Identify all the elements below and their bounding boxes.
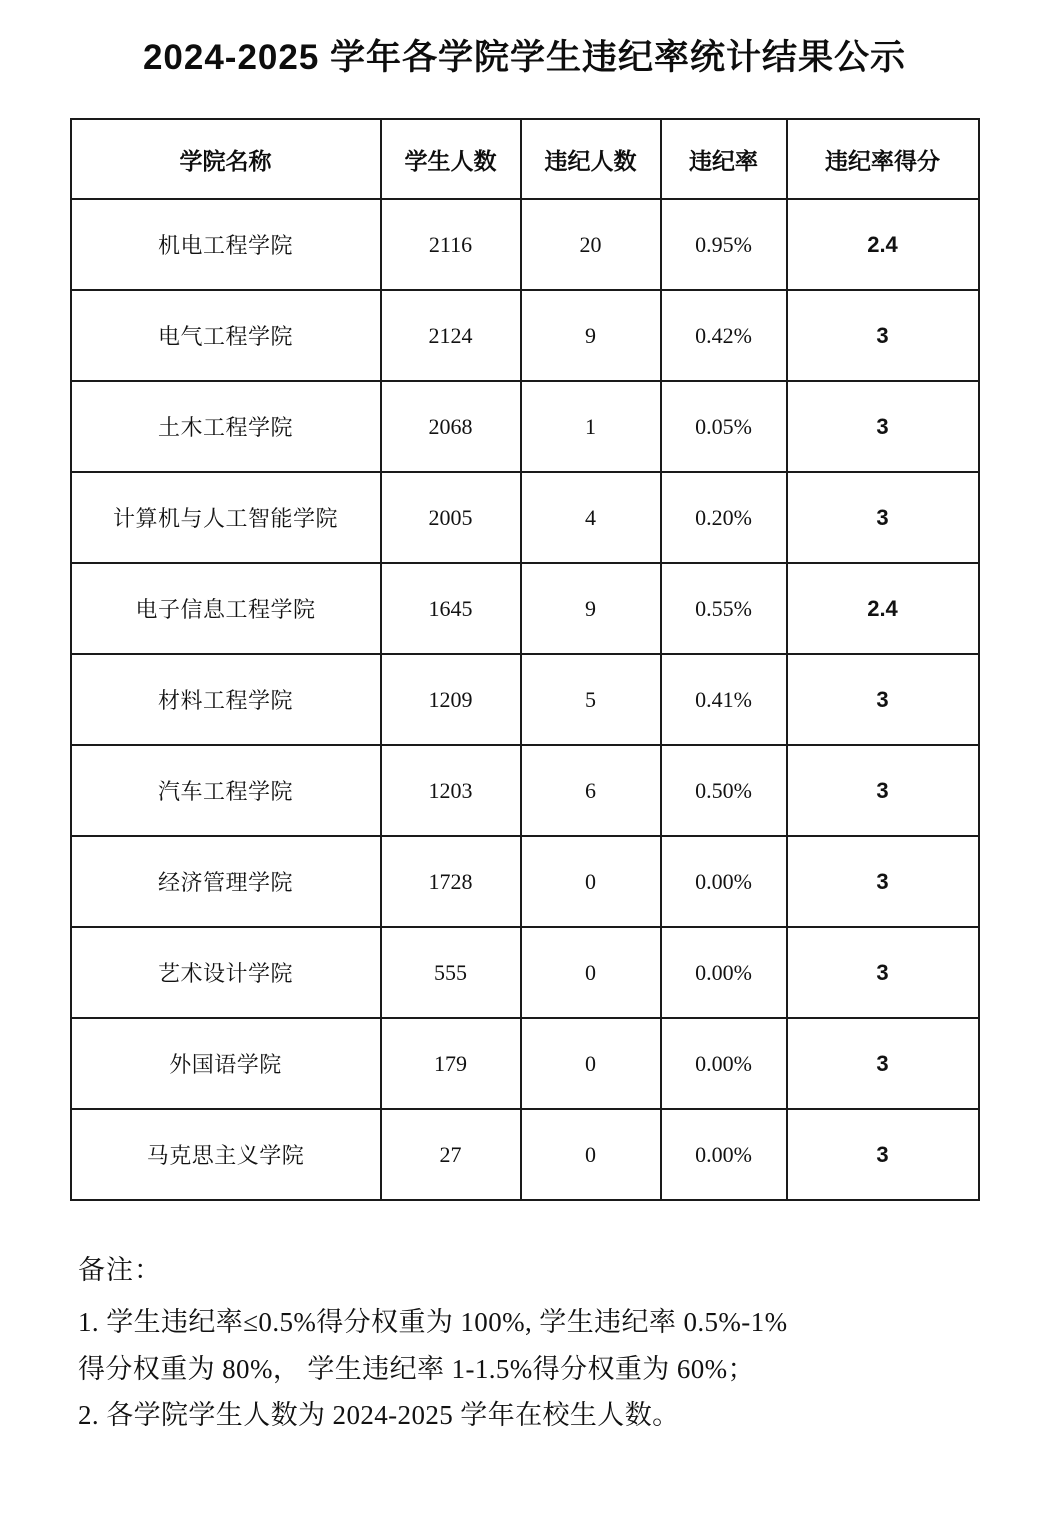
cell-students: 1203 — [381, 745, 521, 836]
cell-violations: 1 — [521, 381, 661, 472]
cell-violations: 9 — [521, 290, 661, 381]
column-header-rate: 违纪率 — [661, 119, 787, 199]
cell-violations: 0 — [521, 836, 661, 927]
table-row — [71, 836, 979, 927]
cell-rate: 0.55% — [661, 563, 787, 654]
cell-violations: 9 — [521, 563, 661, 654]
cell-college: 经济管理学院 — [71, 836, 381, 927]
note-item-2: 2. 各学院学生人数为 2024-2025 学年在校生人数。 — [78, 1400, 680, 1431]
cell-college: 汽车工程学院 — [71, 745, 381, 836]
cell-violations: 20 — [521, 199, 661, 290]
cell-students: 1728 — [381, 836, 521, 927]
cell-violations: 5 — [521, 654, 661, 745]
cell-score: 2.4 — [787, 563, 979, 654]
cell-college: 电子信息工程学院 — [71, 563, 381, 654]
violation-statistics-table — [70, 118, 980, 1201]
cell-rate: 0.00% — [661, 927, 787, 1018]
table-row — [71, 472, 979, 563]
column-header-score: 违纪率得分 — [787, 119, 979, 199]
table-row — [71, 381, 979, 472]
table-row — [71, 1018, 979, 1109]
cell-students: 2116 — [381, 199, 521, 290]
cell-rate: 0.41% — [661, 654, 787, 745]
cell-rate: 0.95% — [661, 199, 787, 290]
cell-students: 555 — [381, 927, 521, 1018]
cell-college: 机电工程学院 — [71, 199, 381, 290]
cell-rate: 0.50% — [661, 745, 787, 836]
cell-rate: 0.00% — [661, 836, 787, 927]
note-item-1-line-2: 得分权重为 80%， 学生违纪率 1-1.5%得分权重为 60%； — [78, 1353, 755, 1384]
table-header-row — [71, 119, 979, 199]
column-header-college: 学院名称 — [71, 119, 381, 199]
cell-rate: 0.20% — [661, 472, 787, 563]
cell-violations: 0 — [521, 1109, 661, 1200]
cell-score: 3 — [787, 472, 979, 563]
notes-section — [0, 1247, 1049, 1439]
document-page — [0, 30, 1049, 1518]
cell-college: 外国语学院 — [71, 1018, 381, 1109]
cell-rate: 0.00% — [661, 1018, 787, 1109]
cell-students: 2005 — [381, 472, 521, 563]
cell-score: 3 — [787, 1109, 979, 1200]
note-item-1-line-1: 1. 学生违纪率≤0.5%得分权重为 100%, 学生违纪率 0.5%-1% — [78, 1307, 788, 1338]
cell-violations: 6 — [521, 745, 661, 836]
cell-college: 电气工程学院 — [71, 290, 381, 381]
cell-rate: 0.00% — [661, 1109, 787, 1200]
cell-violations: 4 — [521, 472, 661, 563]
column-header-students: 学生人数 — [381, 119, 521, 199]
table-row — [71, 290, 979, 381]
cell-rate: 0.42% — [661, 290, 787, 381]
cell-score: 3 — [787, 1018, 979, 1109]
page-title: 2024-2025 学年各学院学生违纪率统计结果公示 — [142, 38, 907, 77]
cell-score: 3 — [787, 927, 979, 1018]
cell-college: 材料工程学院 — [71, 654, 381, 745]
cell-students: 2068 — [381, 381, 521, 472]
cell-score: 3 — [787, 654, 979, 745]
table-row — [71, 199, 979, 290]
cell-students: 27 — [381, 1109, 521, 1200]
table-row — [71, 745, 979, 836]
cell-college: 土木工程学院 — [71, 381, 381, 472]
cell-score: 3 — [787, 745, 979, 836]
cell-rate: 0.05% — [661, 381, 787, 472]
cell-score: 3 — [787, 381, 979, 472]
cell-college: 马克思主义学院 — [71, 1109, 381, 1200]
cell-score: 2.4 — [787, 199, 979, 290]
cell-students: 2124 — [381, 290, 521, 381]
notes-heading: 备注： — [78, 1255, 162, 1285]
cell-violations: 0 — [521, 1018, 661, 1109]
table-row — [71, 654, 979, 745]
table-row — [71, 563, 979, 654]
cell-score: 3 — [787, 836, 979, 927]
cell-students: 1209 — [381, 654, 521, 745]
cell-students: 1645 — [381, 563, 521, 654]
column-header-violations: 违纪人数 — [521, 119, 661, 199]
cell-college: 计算机与人工智能学院 — [71, 472, 381, 563]
cell-score: 3 — [787, 290, 979, 381]
cell-violations: 0 — [521, 927, 661, 1018]
table-row — [71, 927, 979, 1018]
cell-college: 艺术设计学院 — [71, 927, 381, 1018]
cell-students: 179 — [381, 1018, 521, 1109]
table-row — [71, 1109, 979, 1200]
